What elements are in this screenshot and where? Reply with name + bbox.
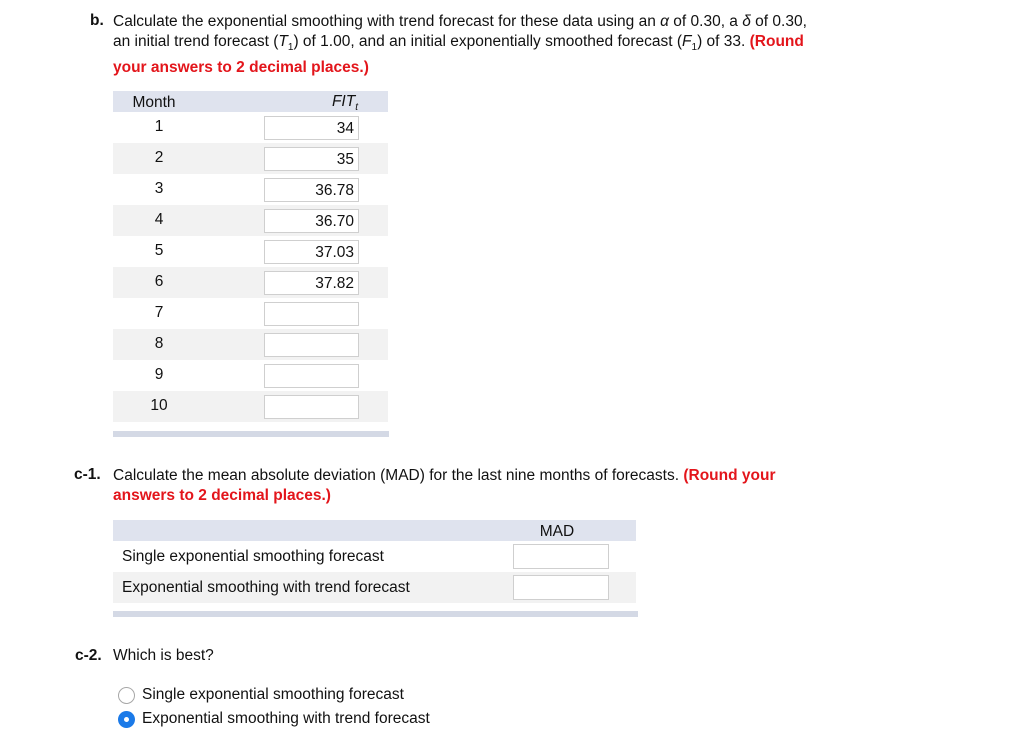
fit-table-row — [113, 236, 388, 267]
fit-input[interactable]: 36.70 — [264, 209, 359, 233]
fit-table-row — [113, 267, 388, 298]
month-header: Month — [132, 94, 176, 111]
fit-table-row — [113, 205, 388, 236]
radio-checked-icon[interactable] — [118, 711, 135, 728]
month-cell: 8 — [154, 335, 164, 352]
fit-table-row — [113, 143, 388, 174]
month-cell: 4 — [154, 211, 164, 228]
fit-input[interactable]: 34 — [264, 116, 359, 140]
fit-input[interactable] — [264, 395, 359, 419]
mad-row-label: Single exponential smoothing forecast — [122, 548, 384, 565]
month-cell: 10 — [150, 397, 168, 414]
part-c2-label: c-2. — [75, 647, 102, 664]
month-cell: 1 — [154, 118, 164, 135]
mad-input-trend[interactable] — [513, 575, 609, 600]
fit-table-footer — [113, 431, 389, 437]
part-b-label: b. — [90, 12, 104, 29]
fit-table-row — [113, 298, 388, 329]
part-b-question: Calculate the exponential smoothing with trend forecast for these data using an α of 0.30, a δ of 0.30, an initial trend forecast $(T_1)$ of 1.00, and an initial exponentially smoothed forecast $(F_1)$ of 33. (Round your answers to 2 decimal places.) — [113, 13, 807, 77]
fit-table-row — [113, 391, 388, 422]
month-cell: 7 — [154, 304, 164, 321]
fit-input[interactable]: 35 — [264, 147, 359, 171]
mad-table — [113, 520, 636, 603]
part-c1-question: Calculate the mean absolute deviation (MAD) for the last nine months of forecasts. (Round your answers to 2 decimal places.) — [113, 467, 776, 504]
fit-table-row — [113, 329, 388, 360]
mad-input-single[interactable] — [513, 544, 609, 569]
month-cell: 2 — [154, 149, 164, 166]
fit-table — [113, 91, 388, 422]
fit-table-row — [113, 360, 388, 391]
fit-table-header — [113, 91, 388, 112]
fit-table-row — [113, 112, 388, 143]
mad-row-trend — [113, 572, 636, 603]
mad-table-footer — [113, 611, 638, 617]
mad-row-label: Exponential smoothing with trend forecast — [122, 579, 410, 596]
fit-header: $FIT_t$ — [331, 93, 358, 114]
mad-header: MAD — [539, 523, 575, 540]
fit-input[interactable]: 37.82 — [264, 271, 359, 295]
fit-input[interactable]: 37.03 — [264, 240, 359, 264]
month-cell: 3 — [154, 180, 164, 197]
mad-table-header — [113, 520, 636, 541]
part-c1-label: c-1. — [74, 466, 101, 483]
fit-input[interactable] — [264, 364, 359, 388]
part-c2-question: Which is best? — [113, 647, 214, 664]
option-label: Single exponential smoothing forecast — [142, 686, 404, 703]
fit-input[interactable] — [264, 302, 359, 326]
month-cell: 5 — [154, 242, 164, 259]
option-label: Exponential smoothing with trend forecast — [142, 710, 430, 727]
radio-unchecked-icon[interactable] — [118, 687, 135, 704]
month-cell: 6 — [154, 273, 164, 290]
fit-input[interactable] — [264, 333, 359, 357]
fit-table-row — [113, 174, 388, 205]
mad-row-single — [113, 541, 636, 572]
month-cell: 9 — [154, 366, 164, 383]
fit-input[interactable]: 36.78 — [264, 178, 359, 202]
